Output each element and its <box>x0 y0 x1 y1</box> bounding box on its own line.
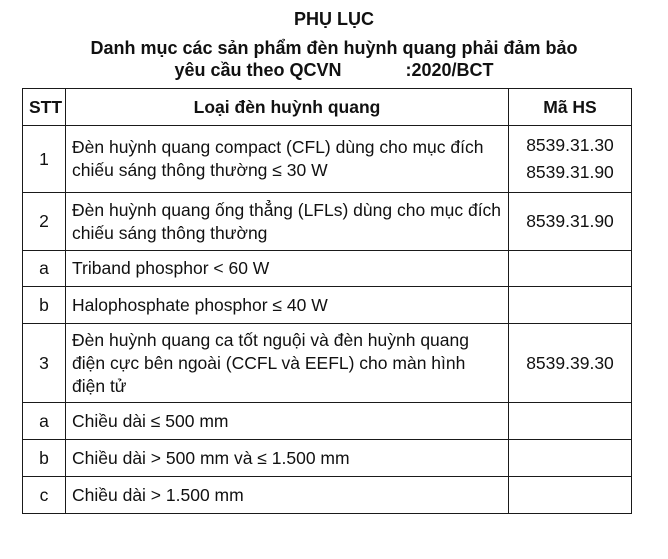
row-lamp-type: Halophosphate phosphor ≤ 40 W <box>66 287 509 324</box>
subtitle-standard-prefix: yêu cầu theo QCVN <box>174 60 342 80</box>
row-hs-code <box>509 193 632 251</box>
row-stt: 2 <box>23 193 66 251</box>
row-hs-code <box>509 251 632 287</box>
hs-code-value: 8539.31.90 <box>526 162 614 182</box>
row-stt: 3 <box>23 324 66 403</box>
row-lamp-type: Chiều dài > 500 mm và ≤ 1.500 mm <box>66 440 509 477</box>
row-stt: c <box>23 477 66 514</box>
table-row <box>23 440 632 477</box>
table-row <box>23 477 632 514</box>
subtitle-line-1: Danh mục các sản phẩm đèn huỳnh quang phải đảm bảo <box>90 38 578 58</box>
table-row <box>23 324 632 403</box>
row-hs-code <box>509 287 632 324</box>
row-stt: 1 <box>23 126 66 193</box>
row-lamp-type: Đèn huỳnh quang ống thẳng (LFLs) dùng cho mục đích chiếu sáng thông thường <box>66 193 509 251</box>
header-stt: STT <box>23 89 66 126</box>
row-lamp-type: Chiều dài ≤ 500 mm <box>66 403 509 440</box>
row-stt: b <box>23 440 66 477</box>
row-hs-code <box>509 126 632 193</box>
hs-code-value: 8539.39.30 <box>526 352 614 373</box>
row-hs-code <box>509 324 632 403</box>
subtitle-line-2 <box>0 59 668 81</box>
table-row <box>23 251 632 287</box>
subtitle-standard-suffix: :2020/BCT <box>405 60 494 80</box>
table-header-row <box>23 89 632 126</box>
row-stt: a <box>23 403 66 440</box>
header-lamp-type: Loại đèn huỳnh quang <box>66 89 509 126</box>
row-hs-code <box>509 440 632 477</box>
product-table <box>22 88 632 514</box>
table-row <box>23 193 632 251</box>
table-row <box>23 403 632 440</box>
table-row <box>23 287 632 324</box>
row-hs-code <box>509 477 632 514</box>
row-lamp-type: Đèn huỳnh quang ca tốt nguội và đèn huỳnh quang điện cực bên ngoài (CCFL và EEFL) cho màn hình điện tử <box>66 324 509 403</box>
row-stt: a <box>23 251 66 287</box>
row-lamp-type: Chiều dài > 1.500 mm <box>66 477 509 514</box>
row-lamp-type: Triband phosphor < 60 W <box>66 251 509 287</box>
row-hs-code <box>509 403 632 440</box>
row-stt: b <box>23 287 66 324</box>
row-lamp-type: Đèn huỳnh quang compact (CFL) dùng cho mục đích chiếu sáng thông thường ≤ 30 W <box>66 126 509 193</box>
header-hs-code: Mã HS <box>509 89 632 126</box>
table-row <box>23 126 632 193</box>
hs-code-value: 8539.31.30 <box>526 135 614 155</box>
hs-code-value: 8539.31.90 <box>526 211 614 231</box>
page-title: PHỤ LỤC <box>294 9 374 29</box>
